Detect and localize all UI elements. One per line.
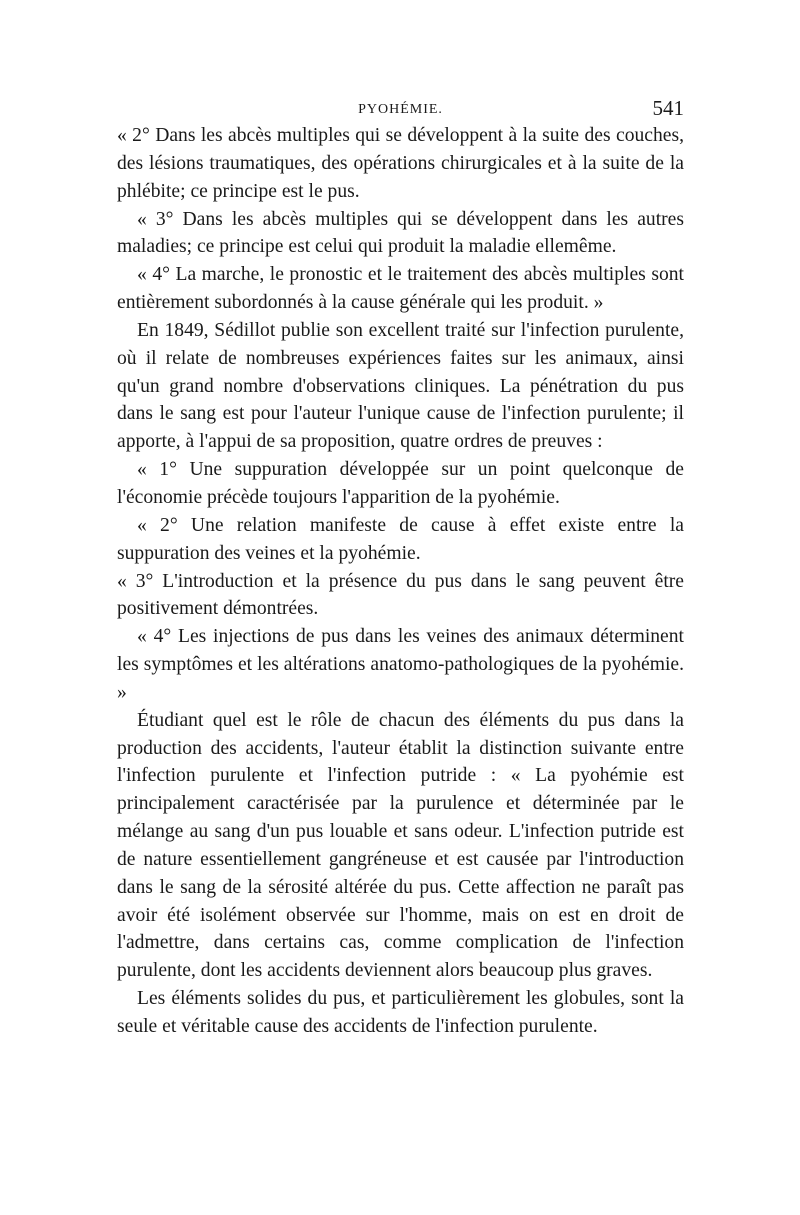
paragraph-proof-4: « 4° Les injections de pus dans les veines des animaux déterminent les symptômes et les altérations anatomo-pathologiques de la pyohémie. »: [117, 626, 684, 703]
paragraph-quote-4: « 4° La marche, le pronostic et le traitement des abcès multiples sont entièrement subordonnés à la cause générale qui les produit. »: [117, 264, 684, 314]
body-text: [117, 122, 684, 1041]
paragraph-quote-3: « 3° Dans les abcès multiples qui se développent dans les autres maladies; ce principe est celui qui produit la maladie ellemême.: [117, 208, 684, 258]
paragraph-proof-1: « 1° Une suppuration développée sur un point quelconque de l'économie précède toujours l'apparition de la pyohémie.: [117, 459, 684, 508]
paragraph-proof-2: « 2° Une relation manifeste de cause à effet existe entre la suppuration des veines et la pyohémie.: [117, 514, 684, 564]
running-title: PYOHÉMIE.: [358, 102, 443, 117]
paragraph-sedillot: En 1849, Sédillot publie son excellent traité sur l'infection purulente, où il relate de nombreuses expériences faites sur les animaux, ainsi qu'un grand nombre d'observations cliniques. La pénétration du pus dans le sang est pour l'auteur l'unique cause de l'infection purulente; il apporte, à l'appui de sa proposition, quatre ordres de preuves :: [117, 319, 684, 453]
paragraph-quote-2: « 2° Dans les abcès multiples qui se développent à la suite des couches, des lésions traumatiques, des opérations chirurgicales et à la suite de la phlébite; ce principe est le pus.: [117, 125, 684, 202]
paragraph-proof-3: « 3° L'introduction et la présence du pus dans le sang peuvent être positivement démontrées.: [117, 570, 684, 620]
book-page: [117, 92, 684, 1041]
paragraph-etudiant: Étudiant quel est le rôle de chacun des éléments du pus dans la production des accidents, l'auteur établit la distinction suivante entre l'infection purulente et l'infection putride : « La pyohémie est principalement caractérisée par la purulence et déterminée par le mélange au sang d'un pus louable et sans odeur. L'infection putride est de nature essentiellement gangréneuse et est causée par l'introduction dans le sang de la sérosité altérée du pus. Cette affection ne paraît pas avoir été isolément observée sur l'homme, mais on est en droit de l'admettre, dans certains cas, comme complication de l'infection purulente, dont les accidents deviennent alors beaucoup plus graves.: [117, 709, 684, 982]
page-number: 541: [652, 96, 684, 120]
running-header: [117, 92, 684, 122]
paragraph-elements: Les éléments solides du pus, et particulièrement les globules, sont la seule et véritable cause des accidents de l'infection purulente.: [117, 988, 684, 1037]
